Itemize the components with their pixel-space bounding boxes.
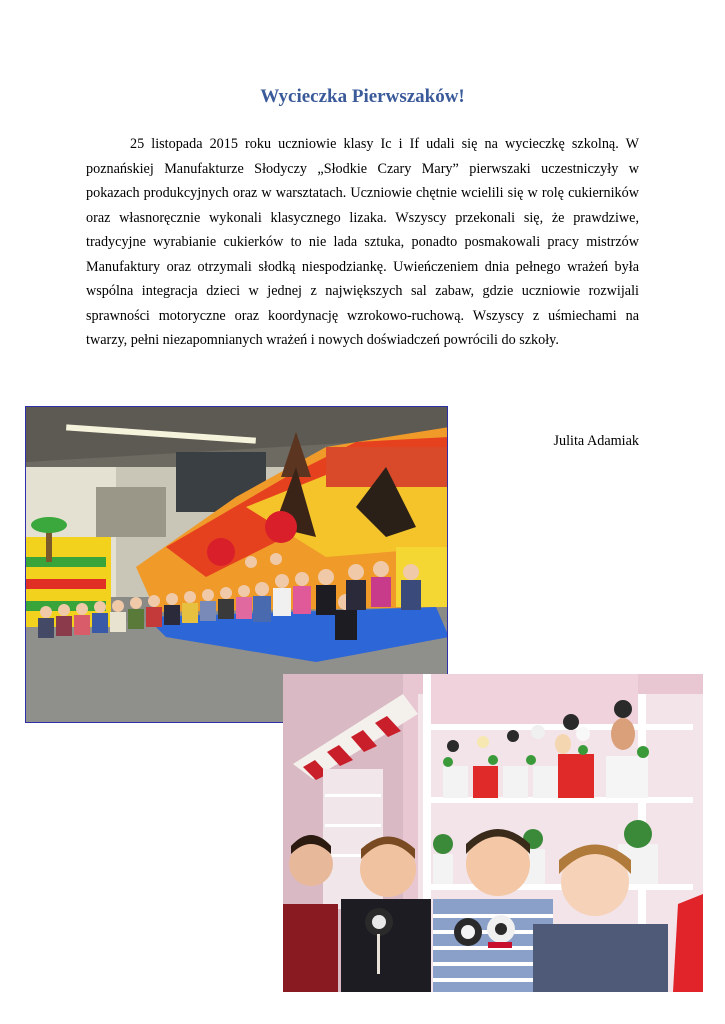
article-paragraph: 25 listopada 2015 roku uczniowie klasy Ic i If udali się na wycieczkę szkolną. W poznańskiej Manufakturze Słodyczy „Słodkie Czary Mary” pierwszaki uczestniczyły w pokazach produkcyjnych oraz w warsztatach. Uczniowie chętnie wcielili się w rolę cukierników oraz własnoręcznie wykonali klasycznego lizaka. Wszyscy przekonali się, że prawdziwe, tradycyjne wyrabianie cukierków to nie lada sztuka, ponadto posmakowali pracy mistrzów Manufaktury oraz otrzymali słodką niespodziankę. Uwieńczeniem dnia pełnego wrażeń była wspólna integracja dzieci w jednej z największych sal zabaw, gdzie uczniowie rozwijali sprawności motoryczne oraz koordynację wzrokowo-ruchową. Wszyscy z uśmiechami na twarzy, pełni niezapomnianych wrażeń i nowych doświadczeń powrócili do szkoły.: [86, 136, 639, 348]
article-body: [86, 132, 639, 353]
photo-candy-shop: [283, 674, 703, 992]
document-title: Wycieczka Pierwszaków!: [260, 86, 465, 107]
author-signature: Julita Adamiak: [553, 433, 639, 449]
